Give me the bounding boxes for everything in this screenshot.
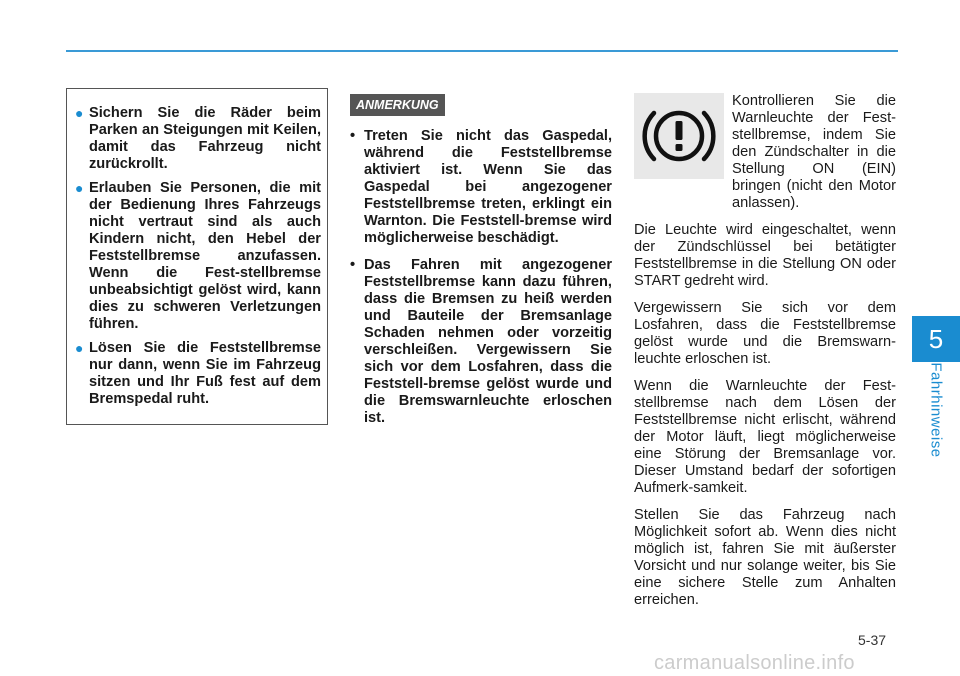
warning-item: ● Lösen Sie die Feststellbremse nur dann, wenn Sie im Fahrzeug sitzen und Ihr Fuß fest auf dem Bremspedal ruht. (75, 340, 321, 407)
note-item: • Treten Sie nicht das Gaspedal, während die Feststellbremse aktiviert ist. Wenn Sie das Gaspedal bei angezogener Feststellbremse treten, erklingt ein Warnton. Die Feststell-bremse wird möglicherweise beschädigt. (350, 128, 612, 246)
paragraph: Wenn die Warnleuchte der Fest-stellbremse nach dem Lösen der Feststellbremse nicht erlischt, während der Motor läuft, liegt möglicherweise eine Störung der Bremsanlage vor. Dieser Umstand bedarf der sofortigen Aufmerk-samkeit. (634, 378, 896, 496)
note-label: ANMERKUNG (350, 94, 445, 116)
watermark: carmanualsonline.info (654, 652, 855, 674)
right-column (634, 93, 896, 609)
chapter-number-tab (912, 316, 960, 362)
intro-text: Kontrollieren Sie die Warnleuchte der Fest-stellbremse, indem Sie den Zündschalter in die Stellung ON (EIN) bringen (nicht den Motor anlassen). (732, 93, 896, 211)
note-column (350, 94, 612, 437)
header-rule (66, 50, 898, 52)
warning-item: ● Sichern Sie die Räder beim Parken an Steigungen mit Keilen, damit das Fahrzeug nicht zurückrollt. (75, 105, 321, 172)
warning-list (75, 105, 321, 408)
warning-item: ● Erlauben Sie Personen, die mit der Bedienung Ihres Fahrzeugs nicht vertraut sind als auch Kindern nicht, den Hebel der Feststellbremse anzufassen. Wenn die Fest-stellbremse unbeabsichtigt gelöst wird, kann dies zu schweren Verletzungen führen. (75, 180, 321, 332)
bullet-icon: ● (75, 340, 84, 356)
warning-box (66, 88, 328, 425)
chapter-number: 5 (928, 323, 944, 354)
paragraph: Stellen Sie das Fahrzeug nach Möglichkeit sofort ab. Wenn dies nicht möglich ist, fahren Sie mit äußerster Vorsicht und nur solange weiter, bis Sie eine sichere Stelle zum Anhalten erreichen. (634, 507, 896, 608)
bullet-icon: ● (75, 105, 84, 121)
note-item: • Das Fahren mit angezogener Feststellbremse kann dazu führen, dass die Bremsen zu heiß werden und Bauteile der Bremsanlage Schaden nehmen oder vorzeitig verschleißen. Vergewissern Sie sich vor dem Losfahren, dass die Feststell-bremse gelöst wurde und die Bremswarnleuchte erloschen ist. (350, 257, 612, 426)
note-list (350, 128, 612, 427)
bullet-icon: ● (75, 180, 84, 196)
chapter-title: Fahrhinweise (927, 362, 945, 458)
paragraph: Vergewissern Sie sich vor dem Losfahren, dass die Feststellbremse gelöst wurde und die Bremswarn-leuchte erloschen ist. (634, 300, 896, 367)
paragraph: Die Leuchte wird eingeschaltet, wenn der Zündschlüssel bei betätigter Feststellbremse in die Stellung ON oder START gedreht wird. (634, 222, 896, 289)
bullet-icon: • (350, 257, 356, 273)
brake-warning-icon-svg (640, 101, 718, 171)
page-number: 5-37 (858, 632, 887, 648)
bullet-icon: • (350, 128, 356, 144)
brake-warning-icon (634, 93, 724, 179)
